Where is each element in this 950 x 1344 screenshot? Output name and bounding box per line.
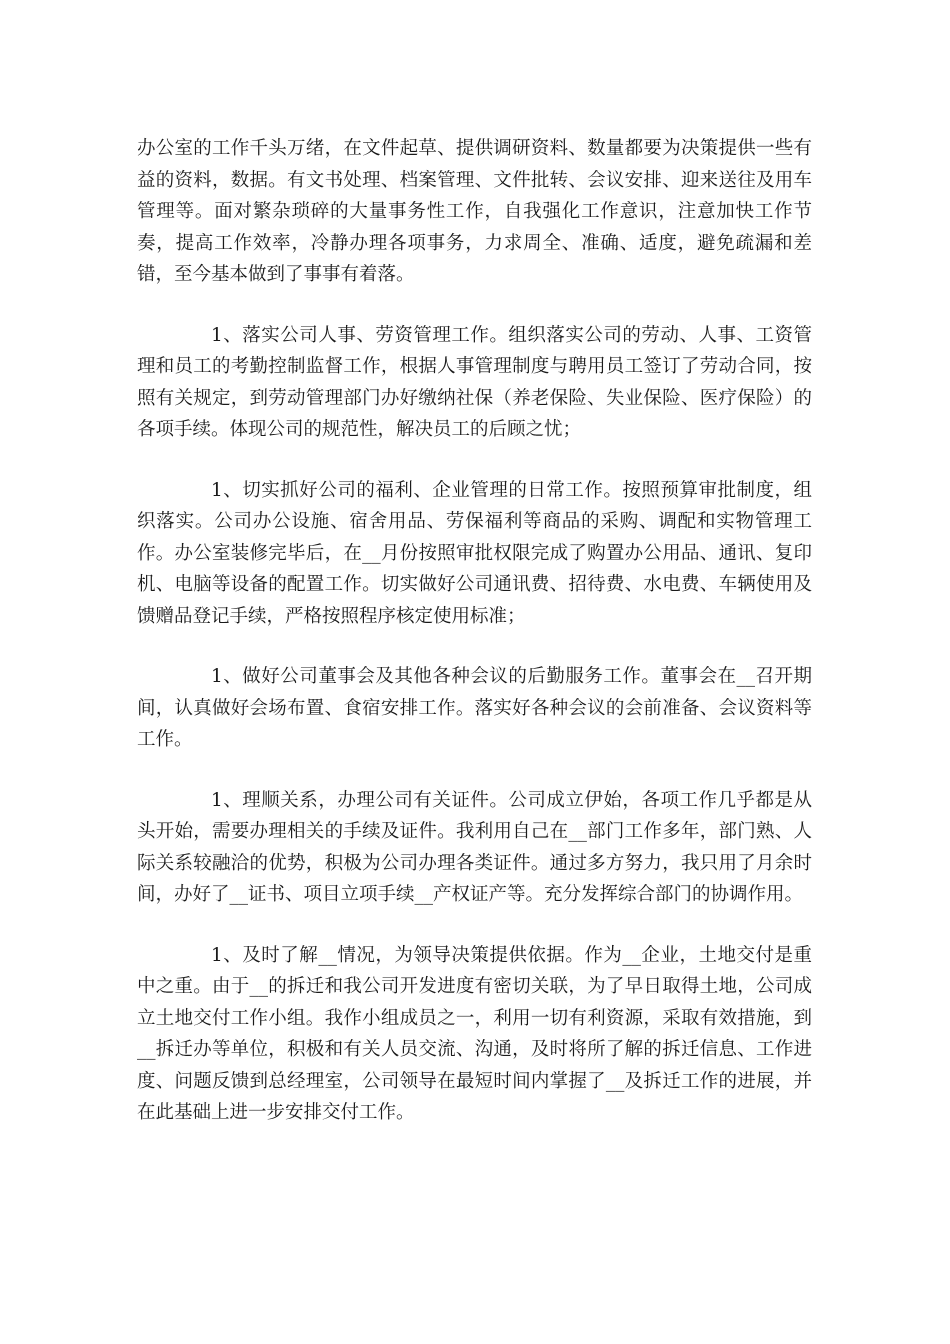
paragraph-board-meetings: 1、做好公司董事会及其他各种会议的后勤服务工作。董事会在__召开期间，认真做好会场布置、食宿安排工作。落实好各种会议的会前准备、会议资料等工作。 [137, 666, 812, 750]
paragraph-certificates: 1、理顺关系，办理公司有关证件。公司成立伊始，各项工作几乎都是从头开始，需要办理相关的手续及证件。我利用自己在__部门工作多年，部门熟、人际关系较融洽的优势，积极为公司办理各类证件。通过多方努力，我只用了月余时间，办好了__证书、项目立项手续__产权证产等。充分发挥综合部门的协调作用。 [137, 789, 812, 905]
paragraph-land-delivery: 1、及时了解__情况，为领导决策提供依据。作为__企业，土地交付是重中之重。由于__的拆迁和我公司开发进度有密切关联，为了早日取得土地，公司成立土地交付工作小组。我作小组成员之一，利用一切有利资源，采取有效措施，到__拆迁办等单位，积极和有关人员交流、沟通，及时将所了解的拆迁信息、工作进度、问题反馈到总经理室，公司领导在最短时间内掌握了__及拆迁工作的进展，并在此基础上进一步安排交付工作。 [137, 944, 812, 1123]
paragraph-intro: 办公室的工作千头万绪，在文件起草、提供调研资料、数量都要为决策提供一些有益的资料，数据。有文书处理、档案管理、文件批转、会议安排、迎来送往及用车管理等。面对繁杂琐碎的大量事务性工作，自我强化工作意识，注意加快工作节奏，提高工作效率，冷静办理各项事务，力求周全、准确、适度，避免疏漏和差错，至今基本做到了事事有着落。 [137, 138, 812, 285]
paragraph-welfare: 1、切实抓好公司的福利、企业管理的日常工作。按照预算审批制度，组织落实。公司办公设施、宿舍用品、劳保福利等商品的采购、调配和实物管理工作。办公室装修完毕后，在__月份按照审批权限完成了购置办公用品、通讯、复印机、电脑等设备的配置工作。切实做好公司通讯费、招待费、水电费、车辆使用及馈赠品登记手续，严格按照程序核定使用标准； [137, 479, 812, 627]
paragraph-personnel: 1、落实公司人事、劳资管理工作。组织落实公司的劳动、人事、工资管理和员工的考勤控制监督工作，根据人事管理制度与聘用员工签订了劳动合同，按照有关规定，到劳动管理部门办好缴纳社保（养老保险、失业保险、医疗保险）的各项手续。体现公司的规范性，解决员工的后顾之忧； [137, 324, 812, 440]
document-body [137, 133, 812, 1158]
